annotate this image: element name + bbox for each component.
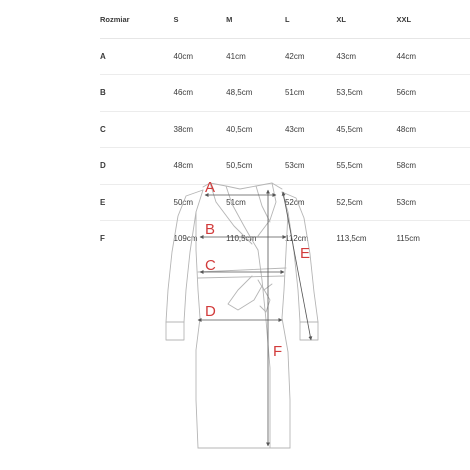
table-cell: 43cm (336, 38, 396, 75)
row-label-a: A (100, 38, 174, 75)
measure-label-f: F (273, 343, 283, 360)
table-cell: 53cm (396, 184, 470, 221)
row-label-c: C (100, 111, 174, 148)
table-cell: 51cm (226, 184, 285, 221)
table-cell: 51cm (285, 75, 336, 112)
table-cell: 50cm (174, 184, 227, 221)
table-cell: 46cm (174, 75, 227, 112)
table-cell: 55,5cm (336, 148, 396, 185)
table-cell: 48cm (396, 111, 470, 148)
table-cell: 42cm (285, 38, 336, 75)
table-cell: 48cm (174, 148, 227, 185)
measure-line-e (283, 192, 311, 340)
table-cell: 113,5cm (336, 234, 367, 244)
measure-label-c: C (205, 257, 216, 274)
header-size-l: L (285, 2, 336, 38)
table-cell: 110,5cm (226, 234, 257, 244)
table-cell: 43cm (285, 111, 336, 148)
table-cell: 38cm (174, 111, 227, 148)
measure-label-e: E (300, 245, 311, 262)
row-label-e: E (100, 184, 174, 221)
header-size-m: M (226, 2, 285, 38)
row-label-b: B (100, 75, 174, 112)
row-label-d: D (100, 148, 174, 185)
table-cell: 45,5cm (336, 111, 396, 148)
table-cell: 44cm (396, 38, 470, 75)
table-cell: 52,5cm (336, 184, 396, 221)
measure-label-a: A (205, 179, 216, 196)
garment-outline (166, 183, 318, 448)
header-size-s: S (174, 2, 227, 38)
table-cell: 56cm (396, 75, 470, 112)
table-cell: 115cm (396, 234, 420, 244)
table-cell: 40cm (174, 38, 227, 75)
row-label-f: F (100, 234, 105, 244)
header-size-xl: XL (336, 2, 396, 38)
table-cell: 41cm (226, 38, 285, 75)
measure-label-b: B (205, 221, 216, 238)
table-cell: 50,5cm (226, 148, 285, 185)
table-cell: 53cm (285, 148, 336, 185)
table-cell: 40,5cm (226, 111, 285, 148)
measure-label-d: D (205, 303, 216, 320)
table-cell: 53,5cm (336, 75, 396, 112)
table-cell: 109cm (173, 234, 198, 244)
table-cell: 112cm (284, 234, 309, 244)
table-cell: 48,5cm (226, 75, 285, 112)
header-size-xxl: XXL (396, 2, 470, 38)
table-cell: 52cm (285, 184, 336, 221)
table-cell: 58cm (396, 148, 470, 185)
header-rozmiar: Rozmiar (100, 2, 174, 38)
